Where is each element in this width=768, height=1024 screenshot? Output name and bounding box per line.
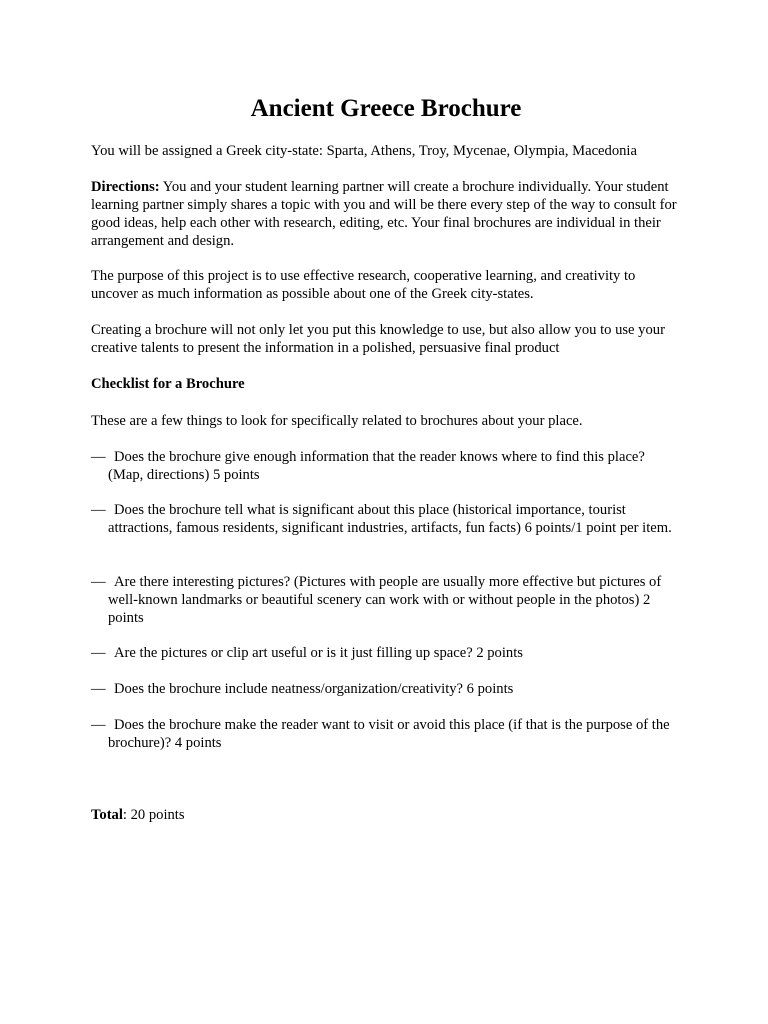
checklist-item (91, 644, 681, 662)
checklist-item-text: Are there interesting pictures? (Pictures with people are usually more effective but pictures of well-known landmarks or beautiful scenery can work with or without people in the photos) 2 points (108, 574, 662, 626)
assignment-text: You will be assigned a Greek city-state: Sparta, Athens, Troy, Mycenae, Olympia, Macedonia (91, 143, 637, 159)
dash-marker: — (91, 645, 106, 661)
checklist-item-text: Does the brochure make the reader want to visit or avoid this place (if that is the purpose of the brochure)? 4 points (108, 717, 670, 751)
dash-marker: — (91, 681, 106, 697)
page-title: Ancient Greece Brochure (250, 95, 522, 122)
checklist-item (91, 573, 681, 627)
checklist-item-text: Does the brochure tell what is significant about this place (historical importance, tourist attractions, famous residents, significant industries, artifacts, fun facts) 6 points/1 point per item. (108, 502, 672, 536)
dash-marker: — (91, 502, 106, 518)
checklist-item-text: Does the brochure include neatness/organization/creativity? 6 points (114, 681, 514, 697)
total-text: : 20 points (122, 807, 185, 823)
checklist-item (91, 501, 681, 537)
total-label: Total (91, 807, 123, 823)
dash-marker: — (91, 574, 106, 590)
dash-marker: — (91, 717, 106, 733)
purpose-paragraph: The purpose of this project is to use effective research, cooperative learning, and creativity to uncover as much information as possible about one of the Greek city-states. (91, 268, 636, 302)
directions-label: Directions: (91, 179, 160, 195)
directions-text: You and your student learning partner will create a brochure individually. Your student learning partner simply shares a topic with you and will be there every step of the way to consult for good ideas, help each other with research, editing, etc. Your final brochures are individual in their arrangement and design. (91, 179, 677, 249)
checklist-heading: Checklist for a Brochure (91, 376, 245, 392)
checklist-item (91, 716, 681, 752)
checklist-item-text: Are the pictures or clip art useful or is it just filling up space? 2 points (114, 645, 523, 661)
checklist-item-text: Does the brochure give enough information that the reader knows where to find this place? (Map, directions) 5 points (108, 449, 645, 483)
total-line (91, 806, 681, 824)
checklist-item (91, 448, 681, 484)
checklist-intro: These are a few things to look for specifically related to brochures about your place. (91, 413, 583, 429)
creating-paragraph: Creating a brochure will not only let you put this knowledge to use, but also allow you to use your creative talents to present the information in a polished, persuasive final product (91, 322, 665, 356)
checklist-item (91, 680, 681, 698)
directions-paragraph (91, 178, 681, 250)
dash-marker: — (91, 449, 106, 465)
